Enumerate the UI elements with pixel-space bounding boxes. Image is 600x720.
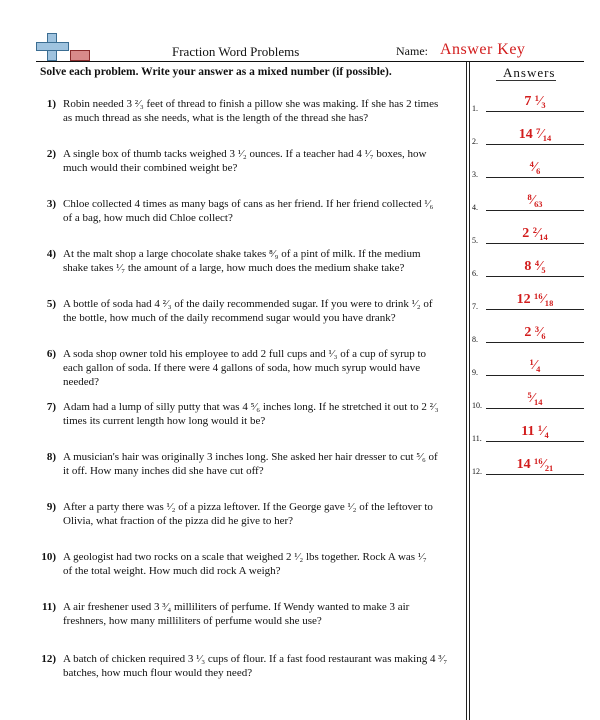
problem-text-line: A soda shop owner told his employee to add 2 full cups and ¹⁄₃ of a cup of syrup to — [63, 348, 427, 360]
problem-text — [63, 600, 455, 628]
worksheet-logo-icon — [36, 33, 90, 61]
problem-text-line: shake takes ¹⁄₇ the amount of a large, how much does the medium shake take? — [63, 262, 405, 274]
problem-number: 5) — [46, 298, 56, 310]
problem-text-line: At the malt shop a large chocolate shake takes ⁸⁄₉ of a pint of milk. If the medium — [63, 248, 421, 260]
problem-text-line: much would their combined weight be? — [63, 162, 238, 174]
problem-number: 2) — [46, 148, 56, 160]
problem-number: 1) — [46, 98, 56, 110]
answer-3 — [472, 156, 588, 180]
answer-line — [486, 342, 584, 343]
answer-number: 8. — [472, 335, 478, 344]
header-divider — [36, 61, 584, 62]
problem-text — [63, 147, 455, 175]
answer-number: 3. — [472, 170, 478, 179]
problem-text-line: times its current length how long would it be? — [63, 415, 266, 427]
problem-number: 9) — [46, 501, 56, 513]
answer-number: 11. — [472, 434, 482, 443]
answer-line — [486, 111, 584, 112]
answer-value: 7 ¹⁄₃ — [524, 94, 546, 109]
problem-text-line: it off. How many inches did she have cut off? — [63, 465, 264, 477]
problem-text-line: A air freshener used 3 ³⁄₄ milliliters of perfume. If Wendy wanted to make 3 air — [63, 601, 410, 613]
answers-heading-underline — [496, 80, 556, 81]
problem-text-line: After a party there was ¹⁄₂ of a pizza leftover. If the George gave ¹⁄₂ of the leftover to — [63, 501, 433, 513]
problem-number: 7) — [46, 401, 56, 413]
answer-line — [486, 375, 584, 376]
answer-line — [486, 243, 584, 244]
answer-7 — [472, 288, 588, 312]
answer-number: 2. — [472, 137, 478, 146]
problem-text-line: A single box of thumb tacks weighed 3 ¹⁄₂ ounces. If a teacher had 4 ¹⁄₇ boxes, how — [63, 148, 427, 160]
problem-text-line: of a bag, how much did Chloe collect? — [63, 212, 233, 224]
answer-value: 2 ²⁄₁₄ — [522, 226, 548, 241]
problem-text-line: A musician's hair was originally 3 inches long. She asked her hair dresser to cut ⁵⁄₆ of — [63, 451, 438, 463]
answer-12 — [472, 453, 588, 477]
answer-value: ⁸⁄₆₃ — [527, 193, 543, 208]
problem-text-line: as much thread as she needs, what is the length of the thread she has? — [63, 112, 369, 124]
worksheet-title: Fraction Word Problems — [172, 44, 300, 59]
answer-11 — [472, 420, 588, 444]
problem-text — [63, 197, 455, 225]
problem-text-line: needed? — [63, 376, 100, 388]
problem-text — [63, 652, 455, 680]
answer-line — [486, 177, 584, 178]
problem-text-line: each gallon of soda. If there were 4 gallons of soda, how much syrup would have — [63, 362, 421, 374]
problem-number: 8) — [46, 451, 56, 463]
answer-value: 12 ¹⁶⁄₁₈ — [516, 292, 554, 307]
answer-10 — [472, 387, 588, 411]
answer-9 — [472, 354, 588, 378]
problem-text-line: batches, how much flour would they need? — [63, 667, 253, 679]
answer-number: 5. — [472, 236, 478, 245]
answer-1 — [472, 90, 588, 114]
problem-number: 10) — [41, 551, 56, 563]
problem-text-line: Olivia, what fraction of the pizza did he give to her? — [63, 515, 293, 527]
problem-text-line: freshners, how many milliliters of perfume would she use? — [63, 615, 322, 627]
answer-number: 4. — [472, 203, 478, 212]
problem-text — [63, 450, 455, 478]
problem-text — [63, 500, 455, 528]
instructions: Solve each problem. Write your answer as a mixed number (if possible). — [40, 66, 392, 78]
answer-line — [486, 441, 584, 442]
answer-line — [486, 309, 584, 310]
problem-text-line: A batch of chicken required 3 ¹⁄₃ cups of flour. If a fast food restaurant was making 4 ³⁄₇ — [63, 653, 448, 665]
answer-4 — [472, 189, 588, 213]
answer-line — [486, 210, 584, 211]
problem-text — [63, 247, 455, 275]
answer-8 — [472, 321, 588, 345]
problem-text-line: Robin needed 3 ²⁄₃ feet of thread to finish a pillow she was making. If she has 2 times — [63, 98, 439, 110]
problem-text-line: Chloe collected 4 times as many bags of cans as her friend. If her friend collected ¹⁄₆ — [63, 198, 434, 210]
problem-number: 12) — [41, 653, 56, 665]
problem-text — [63, 97, 455, 125]
answer-value: 8 ⁴⁄₅ — [524, 259, 546, 274]
problem-number: 4) — [46, 248, 56, 260]
problem-text-line: of the total weight. How much did rock A weigh? — [63, 565, 281, 577]
problem-text — [63, 550, 455, 578]
answer-2 — [472, 123, 588, 147]
problem-number: 3) — [46, 198, 56, 210]
name-label: Name: — [396, 44, 428, 58]
answer-number: 6. — [472, 269, 478, 278]
answers-column-divider — [466, 62, 470, 720]
problem-text-line: the bottle, how much of the daily recommend sugar would you have drank? — [63, 312, 396, 324]
answer-5 — [472, 222, 588, 246]
answer-value: 14 ¹⁶⁄₂₁ — [516, 457, 554, 472]
answer-value: ⁴⁄₆ — [529, 160, 541, 175]
answers-heading: Answers — [503, 65, 556, 80]
answer-line — [486, 474, 584, 475]
answer-6 — [472, 255, 588, 279]
answer-line — [486, 144, 584, 145]
answer-value: 11 ¹⁄₄ — [521, 424, 549, 439]
problem-text-line: A geologist had two rocks on a scale that weighed 2 ¹⁄₂ lbs together. Rock A was ¹⁄₇ — [63, 551, 427, 563]
problem-text — [63, 297, 455, 325]
answer-value: 14 ⁷⁄₁₄ — [518, 127, 552, 142]
answer-number: 1. — [472, 104, 478, 113]
answer-value: ¹⁄₄ — [529, 358, 541, 373]
answer-number: 12. — [472, 467, 482, 476]
problem-text-line: Adam had a lump of silly putty that was 4 ⁵⁄₆ inches long. If he stretched it out to 2 ²⁄₃ — [63, 401, 439, 413]
problem-text — [63, 400, 455, 428]
problem-text — [63, 347, 455, 389]
answer-line — [486, 276, 584, 277]
problem-number: 6) — [46, 348, 56, 360]
problem-text-line: A bottle of soda had 4 ²⁄₃ of the daily recommended sugar. If you were to drink ¹⁄₂ of — [63, 298, 433, 310]
answer-value: ⁵⁄₁₄ — [527, 391, 543, 406]
answer-value: 2 ³⁄₆ — [524, 325, 546, 340]
answer-key-label: Answer Key — [440, 41, 526, 58]
problem-number: 11) — [41, 601, 56, 613]
answer-number: 9. — [472, 368, 478, 377]
answer-line — [486, 408, 584, 409]
answer-number: 10. — [472, 401, 482, 410]
answer-number: 7. — [472, 302, 478, 311]
